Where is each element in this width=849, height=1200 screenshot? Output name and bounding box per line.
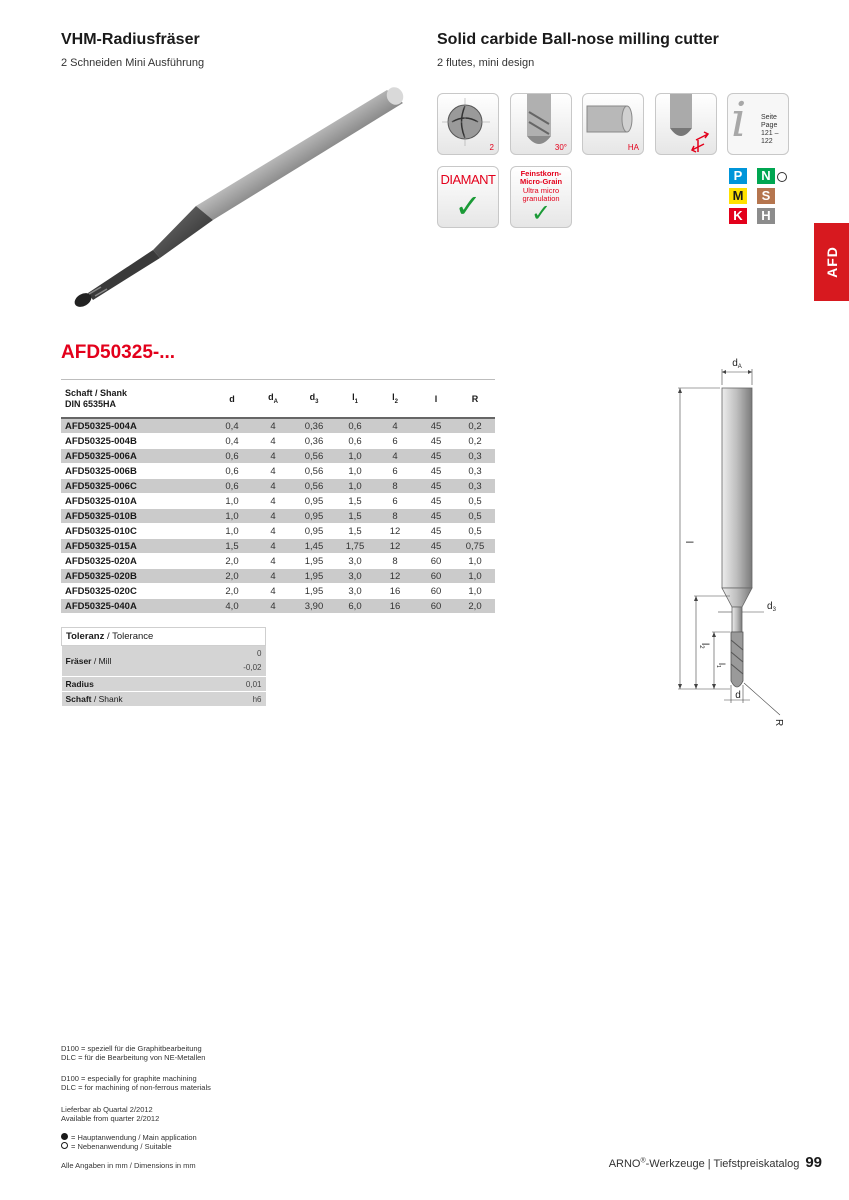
- cell-code: AFD50325-020C: [61, 584, 209, 599]
- cell-d: 0,6: [209, 449, 255, 464]
- table-row: [61, 479, 495, 494]
- cell-l: 45: [417, 464, 455, 479]
- technical-drawing: [670, 355, 800, 735]
- helix-angle-icon: [510, 93, 572, 155]
- cell-d3: 3,90: [291, 599, 337, 614]
- cell-dA: 4: [255, 479, 291, 494]
- cell-l1: 1,5: [337, 494, 373, 509]
- cell-l1: 0,6: [337, 434, 373, 449]
- cell-R: 1,0: [455, 569, 495, 584]
- cell-d3: 0,56: [291, 479, 337, 494]
- grain-line2: Micro-Grain: [519, 177, 563, 186]
- info-i-glyph: i: [731, 93, 747, 148]
- header-r: R: [455, 380, 495, 419]
- shank-label: HA: [627, 143, 639, 152]
- cell-dA: 4: [255, 584, 291, 599]
- cell-d: 4,0: [209, 599, 255, 614]
- suitable-circle-icon: [777, 172, 787, 182]
- svg-text:dA: [732, 358, 742, 370]
- cell-code: AFD50325-020B: [61, 569, 209, 584]
- cell-l: 60: [417, 569, 455, 584]
- micro-grain-badge: [510, 166, 572, 228]
- cell-d3: 0,36: [291, 434, 337, 449]
- cell-l2: 4: [373, 449, 417, 464]
- cell-dA: 4: [255, 418, 291, 434]
- cell-l: 45: [417, 418, 455, 434]
- cell-l1: 6,0: [337, 599, 373, 614]
- cell-d: 1,0: [209, 509, 255, 524]
- cell-d: 2,0: [209, 584, 255, 599]
- filled-circle-icon: [61, 1133, 68, 1140]
- table-row: [61, 584, 495, 599]
- cell-d3: 1,45: [291, 539, 337, 554]
- page-number: 99: [805, 1154, 822, 1171]
- cell-R: 0,3: [455, 479, 495, 494]
- cell-dA: 4: [255, 539, 291, 554]
- svg-text:l2: [698, 643, 710, 649]
- svg-text:l1: [715, 663, 727, 668]
- cell-d: 0,6: [209, 479, 255, 494]
- check-icon: ✓: [454, 188, 482, 224]
- title-de: VHM-Radiusfräser: [61, 31, 200, 48]
- cell-code: AFD50325-006A: [61, 449, 209, 464]
- svg-text:d3: [767, 601, 777, 613]
- cell-d: 2,0: [209, 569, 255, 584]
- cell-l2: 12: [373, 539, 417, 554]
- cell-d3: 1,95: [291, 584, 337, 599]
- cell-R: 0,5: [455, 524, 495, 539]
- cell-d3: 0,56: [291, 449, 337, 464]
- cell-code: AFD50325-010A: [61, 494, 209, 509]
- cell-l1: 1,5: [337, 524, 373, 539]
- cell-code: AFD50325-004A: [61, 418, 209, 434]
- cell-d: 0,6: [209, 464, 255, 479]
- cell-code: AFD50325-004B: [61, 434, 209, 449]
- cell-l1: 3,0: [337, 569, 373, 584]
- cell-dA: 4: [255, 449, 291, 464]
- shank-ha-icon: [582, 93, 644, 155]
- drawing-l-label: l: [683, 541, 694, 544]
- cell-d: 1,0: [209, 524, 255, 539]
- drawing-d-label: d: [735, 690, 741, 701]
- check-icon: ✓: [530, 200, 552, 227]
- table-row: [61, 599, 495, 614]
- drawing-l2-sub: 2: [698, 645, 704, 649]
- header-d: d: [209, 380, 255, 419]
- dimensions-table: [61, 379, 495, 614]
- cell-l: 45: [417, 434, 455, 449]
- cell-l1: 3,0: [337, 554, 373, 569]
- tolerance-row-radius: Radius 0,01: [62, 677, 266, 692]
- cell-l2: 4: [373, 418, 417, 434]
- header-d3: $d_3$: [291, 380, 337, 419]
- mill-lower: -0,02: [243, 663, 262, 672]
- cell-l2: 16: [373, 599, 417, 614]
- grain-line3: Ultra micro: [522, 186, 560, 195]
- flutes-label: 2: [489, 143, 494, 152]
- notes-block-3: Lieferbar ab Quartal 2/2012 Available from quarter 2/2012: [61, 1105, 160, 1123]
- cell-R: 0,3: [455, 449, 495, 464]
- cell-l: 60: [417, 584, 455, 599]
- drawing-dA-label: d: [732, 358, 738, 369]
- cell-R: 0,2: [455, 434, 495, 449]
- cell-l2: 8: [373, 479, 417, 494]
- drawing-l1-sub: 1: [715, 665, 721, 668]
- cell-d3: 1,95: [291, 569, 337, 584]
- cell-R: 0,2: [455, 418, 495, 434]
- tolerance-row-mill: Fräser / Mill 0 -0,02: [62, 646, 266, 677]
- cell-l1: 1,0: [337, 464, 373, 479]
- grain-line4: granulation: [522, 194, 560, 203]
- table-row: [61, 464, 495, 479]
- cell-l: 45: [417, 539, 455, 554]
- cell-dA: 4: [255, 494, 291, 509]
- title-en: Solid carbide Ball-nose milling cutter: [437, 31, 719, 48]
- cell-l2: 16: [373, 584, 417, 599]
- open-circle-icon: [61, 1142, 68, 1149]
- helix-label: 30°: [554, 143, 567, 152]
- ballnose-direction-icon: [655, 93, 717, 155]
- header-l2: $l_2$: [373, 380, 417, 419]
- cell-dA: 4: [255, 599, 291, 614]
- footer: [609, 1154, 822, 1171]
- material-p: P: [729, 168, 747, 184]
- cell-dA: 4: [255, 464, 291, 479]
- cell-R: 1,0: [455, 554, 495, 569]
- table-header-row: [61, 380, 495, 419]
- cell-l2: 6: [373, 494, 417, 509]
- cell-d3: 0,95: [291, 494, 337, 509]
- cell-l: 60: [417, 599, 455, 614]
- footer-text: -Werkzeuge | Tiefstpreiskatalog: [645, 1158, 800, 1170]
- table-row: [61, 449, 495, 464]
- cell-code: AFD50325-006C: [61, 479, 209, 494]
- cell-dA: 4: [255, 554, 291, 569]
- cell-d: 2,0: [209, 554, 255, 569]
- table-row: [61, 539, 495, 554]
- tolerance-row-shank: Schaft / Shank h6: [62, 692, 266, 707]
- drawing-dA-sub: A: [737, 364, 742, 370]
- cell-l2: 6: [373, 464, 417, 479]
- footer-reg: ®: [640, 1157, 646, 1165]
- grain-line1: Feinstkorn-: [520, 169, 562, 178]
- section-tab: [814, 223, 849, 301]
- cell-d: 0,4: [209, 434, 255, 449]
- notes-legend: = Hauptanwendung / Main application = Nebenanwendung / Suitable: [61, 1133, 197, 1151]
- cell-d3: 0,36: [291, 418, 337, 434]
- drawing-l1-label: l: [717, 663, 727, 665]
- flutes-icon: [437, 93, 499, 155]
- drawing-l2-label: l: [699, 643, 710, 646]
- cell-l1: 1,0: [337, 479, 373, 494]
- drawing-d3-label: d: [767, 601, 773, 612]
- diamant-label: DIAMANT: [440, 172, 496, 187]
- table-row: [61, 494, 495, 509]
- cell-d3: 0,95: [291, 524, 337, 539]
- cell-d3: 0,56: [291, 464, 337, 479]
- subtitle-de: 2 Schneiden Mini Ausführung: [61, 57, 205, 69]
- cell-R: 1,0: [455, 584, 495, 599]
- material-n: N: [757, 168, 775, 184]
- cell-l: 60: [417, 554, 455, 569]
- cell-l1: 3,0: [337, 584, 373, 599]
- cell-code: AFD50325-006B: [61, 464, 209, 479]
- cell-l2: 8: [373, 554, 417, 569]
- cell-code: AFD50325-015A: [61, 539, 209, 554]
- tolerance-header: Toleranz / Tolerance: [62, 628, 266, 646]
- cell-l: 45: [417, 449, 455, 464]
- info-page-icon: [727, 93, 789, 155]
- cell-l2: 8: [373, 509, 417, 524]
- cell-d3: 0,95: [291, 509, 337, 524]
- notes-block-2: D100 = especially for graphite machining DLC = for machining of non-ferrous materials: [61, 1074, 211, 1092]
- cell-d: 1,5: [209, 539, 255, 554]
- cell-d: 1,0: [209, 494, 255, 509]
- cell-l: 45: [417, 509, 455, 524]
- section-tab-label: AFD: [823, 246, 840, 278]
- cell-R: 0,3: [455, 464, 495, 479]
- material-k: K: [729, 208, 747, 224]
- cell-R: 0,75: [455, 539, 495, 554]
- cell-d: 0,4: [209, 418, 255, 434]
- material-s: S: [757, 188, 775, 204]
- header-l: l: [417, 380, 455, 419]
- footer-brand: ARNO: [608, 1158, 641, 1170]
- table-row: [61, 434, 495, 449]
- cell-dA: 4: [255, 569, 291, 584]
- cell-l: 45: [417, 524, 455, 539]
- cell-l2: 12: [373, 524, 417, 539]
- cell-l: 45: [417, 479, 455, 494]
- cell-R: 0,5: [455, 509, 495, 524]
- cell-code: AFD50325-010B: [61, 509, 209, 524]
- cell-R: 2,0: [455, 599, 495, 614]
- cell-code: AFD50325-010C: [61, 524, 209, 539]
- cell-l1: 0,6: [337, 418, 373, 434]
- product-title: AFD50325-...: [61, 342, 176, 363]
- cell-dA: 4: [255, 509, 291, 524]
- cell-dA: 4: [255, 524, 291, 539]
- cell-code: AFD50325-040A: [61, 599, 209, 614]
- notes-dimensions: Alle Angaben in mm / Dimensions in mm: [61, 1161, 196, 1170]
- diamant-badge: [437, 166, 499, 228]
- cell-l: 45: [417, 494, 455, 509]
- table-row: [61, 569, 495, 584]
- material-h: H: [757, 208, 775, 224]
- cell-l1: 1,5: [337, 509, 373, 524]
- cell-l2: 12: [373, 569, 417, 584]
- cell-l1: 1,75: [337, 539, 373, 554]
- header-shank: Schaft / Shank DIN 6535HA: [61, 380, 209, 419]
- table-row: [61, 509, 495, 524]
- cell-l2: 6: [373, 434, 417, 449]
- cell-d3: 1,95: [291, 554, 337, 569]
- cell-code: AFD50325-020A: [61, 554, 209, 569]
- tool-photo: [55, 78, 425, 318]
- cell-l1: 1,0: [337, 449, 373, 464]
- tolerance-table: [61, 627, 266, 707]
- material-m: M: [729, 188, 747, 204]
- cell-dA: 4: [255, 434, 291, 449]
- subtitle-en: 2 flutes, mini design: [437, 57, 535, 69]
- cell-R: 0,5: [455, 494, 495, 509]
- table-row: [61, 418, 495, 434]
- drawing-d3-sub: 3: [772, 607, 776, 613]
- header-l1: $l_1$: [337, 380, 373, 419]
- table-row: [61, 554, 495, 569]
- header-dA: $d_A$: [255, 380, 291, 419]
- notes-block-1: D100 = speziell für die Graphitbearbeitung DLC = für die Bearbeitung von NE-Metallen: [61, 1044, 206, 1062]
- mill-upper: 0: [257, 649, 262, 658]
- drawing-r-label: R: [773, 719, 784, 727]
- table-row: [61, 524, 495, 539]
- info-page-text: Seite Page 121 – 122: [761, 114, 779, 145]
